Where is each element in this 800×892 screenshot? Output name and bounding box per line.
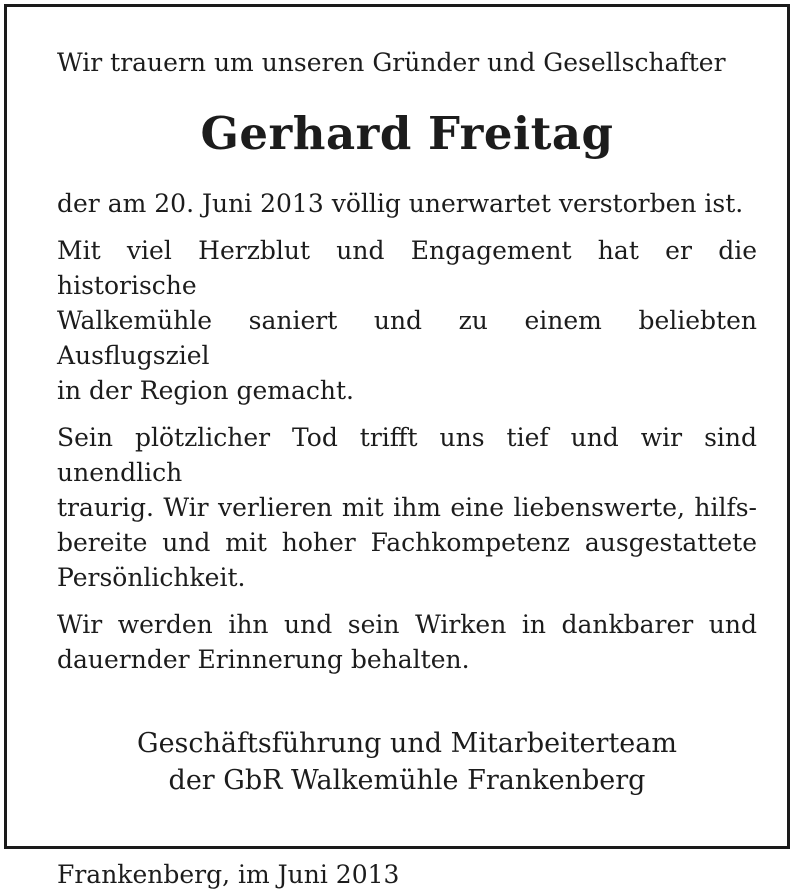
signature-line: Geschäftsführung und Mitarbeiterteam bbox=[137, 728, 677, 759]
intro-text: Wir trauern um unseren Gründer und Gesellschafter bbox=[57, 48, 726, 77]
paragraph-line: in der Region gemacht. bbox=[57, 376, 354, 405]
paragraph-line: Mit viel Herzblut und Engagement hat er die historische bbox=[57, 236, 757, 300]
paragraph-line: Walkemühle saniert und zu einem beliebten Ausflugsziel bbox=[57, 306, 757, 370]
signature-block bbox=[57, 725, 757, 799]
paragraph-line: dauernder Erinnerung behalten. bbox=[57, 645, 470, 674]
place-date: Frankenberg, im Juni 2013 bbox=[57, 860, 400, 889]
paragraph-grief bbox=[57, 420, 757, 595]
paragraph-line: Persönlichkeit. bbox=[57, 563, 246, 592]
paragraph-legacy bbox=[57, 233, 757, 408]
paragraph-line: Sein plötzlicher Tod trifft uns tief und wir sind unendlich bbox=[57, 423, 757, 487]
notice-frame bbox=[4, 4, 790, 889]
signature-line: der GbR Walkemühle Frankenberg bbox=[168, 765, 646, 796]
deceased-name: Gerhard Freitag bbox=[200, 107, 614, 160]
paragraph-line: Wir werden ihn und sein Wirken in dankbarer und bbox=[57, 610, 757, 639]
notice-content bbox=[57, 45, 757, 892]
paragraph-remembrance bbox=[57, 607, 757, 677]
paragraph-line: bereite und mit hoher Fachkompetenz ausgestattete bbox=[57, 528, 757, 557]
paragraph-line: traurig. Wir verlieren mit ihm eine liebenswerte, hilfs- bbox=[57, 493, 757, 522]
death-date-text: der am 20. Juni 2013 völlig unerwartet verstorben ist. bbox=[57, 189, 744, 218]
